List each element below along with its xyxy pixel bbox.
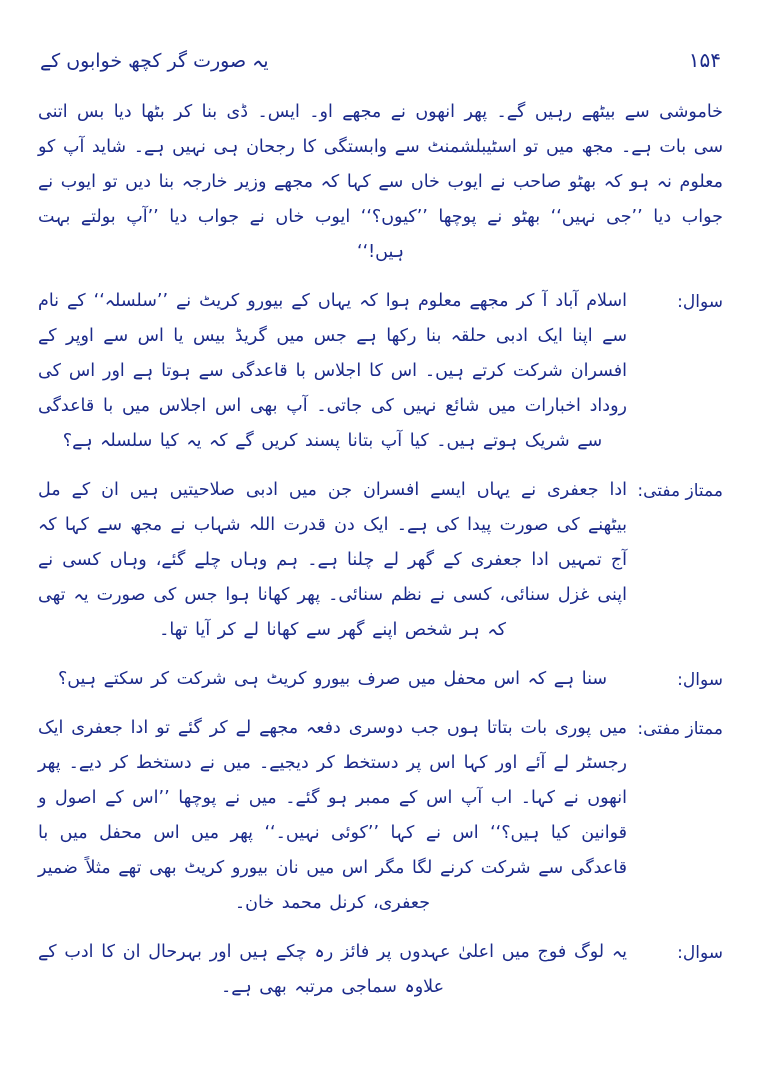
qa-block-answer-2 [38, 711, 723, 921]
qa-block-answer-1 [38, 473, 723, 648]
qa-block-question-1 [38, 284, 723, 459]
paragraph-text: یہ لوگ فوج میں اعلیٰ عہدوں پر فائز رہ چکے ہیں اور بہرحال ان کا ادب کے علاوہ سماجی مرتبہ بھی ہے۔ [38, 942, 627, 998]
speaker-label: ممتاز مفتی: [637, 719, 723, 740]
paragraph-text: سنا ہے کہ اس محفل میں صرف بیورو کریٹ ہی شرکت کر سکتے ہیں؟ [57, 669, 608, 689]
paragraph-text: اسلام آباد آ کر مجھے معلوم ہوا کہ یہاں کے بیورو کریٹ نے ’’سلسلہ‘‘ کے نام سے اپنا ایک ادبی حلقہ بنا رکھا ہے جس میں گریڈ بیس یا اس سے اوپر کے افسران شرکت کرتے ہیں۔ اس کا اجلاس با قاعدگی سے ہوتا ہے اور اس کی روداد اخبارات میں شائع نہیں کی جاتی۔ آپ بھی اس اجلاس میں با قاعدگی سے شریک ہوتے ہیں۔ کیا آپ بتانا پسند کریں گے کہ یہ کیا سلسلہ ہے؟ [38, 291, 627, 451]
header-divider [38, 86, 723, 87]
speaker-label: سوال: [677, 670, 723, 690]
page-sheet [28, 30, 733, 1050]
paragraph-text: ادا جعفری نے یہاں ایسے افسران جن میں ادبی صلاحیتیں ہیں ان کے مل بیٹھنے کی صورت پیدا کی ہے۔ ایک دن قدرت اللہ شہاب نے مجھ سے کہا کہ آج تمہیں ادا جعفری کے گھر لے چلنا ہے۔ ہم وہاں چلے گئے، وہاں کسی نے اپنی غزل سنائی، کسی نے نظم سنائی۔ پھر کھانا ہوا جس کی صورت یہ تھی کہ ہر شخص اپنے گھر سے کھانا لے کر آیا تھا۔ [38, 480, 627, 640]
qa-block-question-2 [38, 662, 723, 697]
page-body [28, 95, 733, 1005]
page-header [28, 30, 733, 72]
qa-block-question-3 [38, 935, 723, 1005]
running-title: یہ صورت گر کچھ خوابوں کے [40, 50, 269, 72]
paragraph-text: میں پوری بات بتاتا ہوں جب دوسری دفعہ مجھے لے کر گئے تو ادا جعفری ایک رجسٹر لے آئے اور کہا اس پر دستخط کر دیجیے۔ میں نے دستخط کر دیے۔ پھر انھوں نے کہا۔ اب آپ اس کے ممبر ہو گئے۔ میں نے پوچھا ’’اس کے اصول و قوانین کیا ہیں؟‘‘ اس نے کہا ’’کوئی نہیں۔‘‘ پھر میں اس محفل میں با قاعدگی سے شرکت کرنے لگا مگر اس میں نان بیورو کریٹ بھی تھے مثلاً ضمیر جعفری، کرنل محمد خان۔ [38, 718, 627, 914]
speaker-label: ممتاز مفتی: [637, 481, 723, 501]
paragraph-text: خاموشی سے بیٹھے رہیں گے۔ پھر انھوں نے مجھے او۔ ایس۔ ڈی بنا کر بٹھا دیا بس اتنی سی بات ہے۔ مجھ میں تو اسٹیبلشمنٹ سے وابستگی کا رجحان ہی نہیں ہے۔ شاید آپ کو معلوم نہ ہو کہ بھٹو صاحب نے ایوب خاں سے کہا کہ مجھے وزیر خارجہ بنا دیں تو ایوب نے جواب دیا ’’جی نہیں‘‘ بھٹو نے پوچھا ’’کیوں؟‘‘ ایوب خاں نے جواب دیا ’’آپ بولتے بہت ہیں!‘‘ [38, 102, 723, 262]
speaker-label: سوال: [677, 943, 723, 964]
speaker-label: سوال: [677, 292, 723, 312]
page-number: ۱۵۴ [688, 48, 721, 72]
paragraph-block [38, 95, 723, 270]
